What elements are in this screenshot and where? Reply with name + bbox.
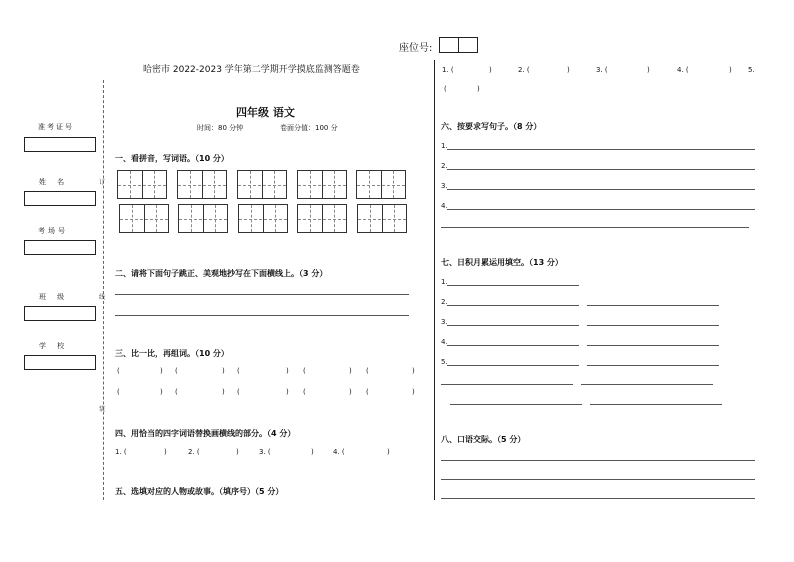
pinyin-grid[interactable] bbox=[119, 204, 169, 233]
binding-mark-3: 装 bbox=[99, 406, 106, 413]
item-number: 1. bbox=[441, 142, 448, 150]
item-open: 2. ( bbox=[518, 66, 530, 74]
answer-line[interactable] bbox=[447, 345, 579, 346]
pinyin-grid[interactable] bbox=[117, 170, 167, 199]
binding-line bbox=[103, 80, 104, 500]
answer-line[interactable] bbox=[447, 189, 755, 190]
answer-line[interactable] bbox=[115, 315, 409, 316]
item-number: 5. bbox=[748, 66, 755, 74]
bracket: ) bbox=[222, 367, 225, 375]
answer-line[interactable] bbox=[450, 404, 582, 405]
section-8-heading: 八、口语交际。（5 分） bbox=[441, 435, 526, 444]
bracket: ) bbox=[160, 367, 163, 375]
item-close: ) bbox=[387, 448, 390, 456]
pinyin-grid[interactable] bbox=[297, 170, 347, 199]
bracket: ( bbox=[366, 388, 369, 396]
section-1-heading: 一、看拼音，写词语。（10 分） bbox=[115, 154, 229, 163]
item-close: ) bbox=[236, 448, 239, 456]
name-label: 姓 名 bbox=[39, 178, 65, 186]
exam-no-input[interactable] bbox=[24, 137, 96, 152]
room-input[interactable] bbox=[24, 240, 96, 255]
item-open: 2. ( bbox=[188, 448, 200, 456]
item-open: ( bbox=[444, 85, 447, 93]
answer-line[interactable] bbox=[441, 498, 755, 499]
seat-box-1[interactable] bbox=[439, 37, 459, 53]
item-close: ) bbox=[567, 66, 570, 74]
item-number: 3. bbox=[441, 318, 448, 326]
pinyin-grid[interactable] bbox=[357, 204, 407, 233]
seat-box-2[interactable] bbox=[458, 37, 478, 53]
pinyin-grid[interactable] bbox=[177, 170, 227, 199]
bracket: ( bbox=[303, 367, 306, 375]
section-5-heading: 五、选填对应的人物或故事。（填序号）（5 分） bbox=[115, 487, 284, 496]
bracket: ( bbox=[303, 388, 306, 396]
grade-subject: 四年级 语文 bbox=[236, 106, 295, 119]
item-open: 3. ( bbox=[596, 66, 608, 74]
answer-line[interactable] bbox=[447, 169, 755, 170]
answer-line[interactable] bbox=[115, 294, 409, 295]
item-close: ) bbox=[647, 66, 650, 74]
bracket: ) bbox=[412, 388, 415, 396]
answer-line[interactable] bbox=[587, 325, 719, 326]
class-label: 班 级 bbox=[39, 293, 65, 301]
item-open: 4. ( bbox=[677, 66, 689, 74]
class-input[interactable] bbox=[24, 306, 96, 321]
exam-score: 卷面分值：100 分 bbox=[280, 124, 338, 132]
exam-no-label: 准考证号 bbox=[38, 123, 74, 131]
school-label: 学 校 bbox=[39, 342, 65, 350]
answer-line[interactable] bbox=[587, 365, 719, 366]
room-label: 考场号 bbox=[38, 227, 68, 235]
item-number: 3. bbox=[441, 182, 448, 190]
bracket: ( bbox=[237, 388, 240, 396]
binding-mark-2: 线 bbox=[99, 294, 106, 301]
answer-line[interactable] bbox=[581, 384, 713, 385]
answer-line[interactable] bbox=[447, 285, 579, 286]
item-close: ) bbox=[489, 66, 492, 74]
answer-line[interactable] bbox=[587, 305, 719, 306]
item-open: 1. ( bbox=[115, 448, 127, 456]
bracket: ) bbox=[349, 367, 352, 375]
section-2-heading: 二、请将下面句子跳正、美观地抄写在下面横线上。（3 分） bbox=[115, 269, 328, 278]
item-open: 3. ( bbox=[259, 448, 271, 456]
section-4-heading: 四、用恰当的四字词语替换画横线的部分。（4 分） bbox=[115, 429, 296, 438]
item-open: 4. ( bbox=[333, 448, 345, 456]
answer-line[interactable] bbox=[441, 227, 749, 228]
answer-line[interactable] bbox=[441, 479, 755, 480]
item-number: 5. bbox=[441, 358, 448, 366]
section-3-heading: 三、比一比，再组词。（10 分） bbox=[115, 349, 229, 358]
answer-line[interactable] bbox=[587, 345, 719, 346]
bracket: ) bbox=[286, 367, 289, 375]
item-close: ) bbox=[311, 448, 314, 456]
pinyin-grid[interactable] bbox=[356, 170, 406, 199]
school-input[interactable] bbox=[24, 355, 96, 370]
section-7-heading: 七、日积月累运用填空。（13 分） bbox=[441, 258, 563, 267]
bracket: ( bbox=[117, 367, 120, 375]
bracket: ( bbox=[117, 388, 120, 396]
bracket: ( bbox=[175, 367, 178, 375]
pinyin-grid[interactable] bbox=[178, 204, 228, 233]
bracket: ) bbox=[222, 388, 225, 396]
item-open: 1. ( bbox=[442, 66, 454, 74]
answer-line[interactable] bbox=[441, 460, 755, 461]
bracket: ) bbox=[349, 388, 352, 396]
answer-line[interactable] bbox=[590, 404, 722, 405]
answer-line[interactable] bbox=[447, 209, 755, 210]
bracket: ( bbox=[175, 388, 178, 396]
bracket: ( bbox=[366, 367, 369, 375]
pinyin-grid[interactable] bbox=[297, 204, 347, 233]
answer-line[interactable] bbox=[441, 384, 573, 385]
item-number: 4. bbox=[441, 338, 448, 346]
pinyin-grid[interactable] bbox=[237, 170, 287, 199]
item-close: ) bbox=[164, 448, 167, 456]
bracket: ) bbox=[160, 388, 163, 396]
bracket: ) bbox=[412, 367, 415, 375]
exam-title: 哈密市 2022-2023 学年第二学期开学摸底监测答题卷 bbox=[143, 65, 360, 75]
exam-time: 时间：80 分钟 bbox=[197, 124, 244, 132]
binding-mark-1: 订 bbox=[99, 179, 106, 186]
item-number: 4. bbox=[441, 202, 448, 210]
item-number: 2. bbox=[441, 162, 448, 170]
item-number: 1. bbox=[441, 278, 448, 286]
seat-label: 座位号: bbox=[399, 43, 433, 54]
bracket: ) bbox=[286, 388, 289, 396]
answer-line[interactable] bbox=[447, 325, 579, 326]
item-close: ) bbox=[729, 66, 732, 74]
bracket: ( bbox=[237, 367, 240, 375]
item-number: 2. bbox=[441, 298, 448, 306]
section-6-heading: 六、按要求写句子。（8 分） bbox=[441, 122, 542, 131]
item-close: ) bbox=[477, 85, 480, 93]
answer-line[interactable] bbox=[447, 365, 579, 366]
name-input[interactable] bbox=[24, 191, 96, 206]
answer-line[interactable] bbox=[447, 305, 579, 306]
answer-line[interactable] bbox=[447, 149, 755, 150]
pinyin-grid[interactable] bbox=[238, 204, 288, 233]
column-divider bbox=[434, 60, 435, 500]
